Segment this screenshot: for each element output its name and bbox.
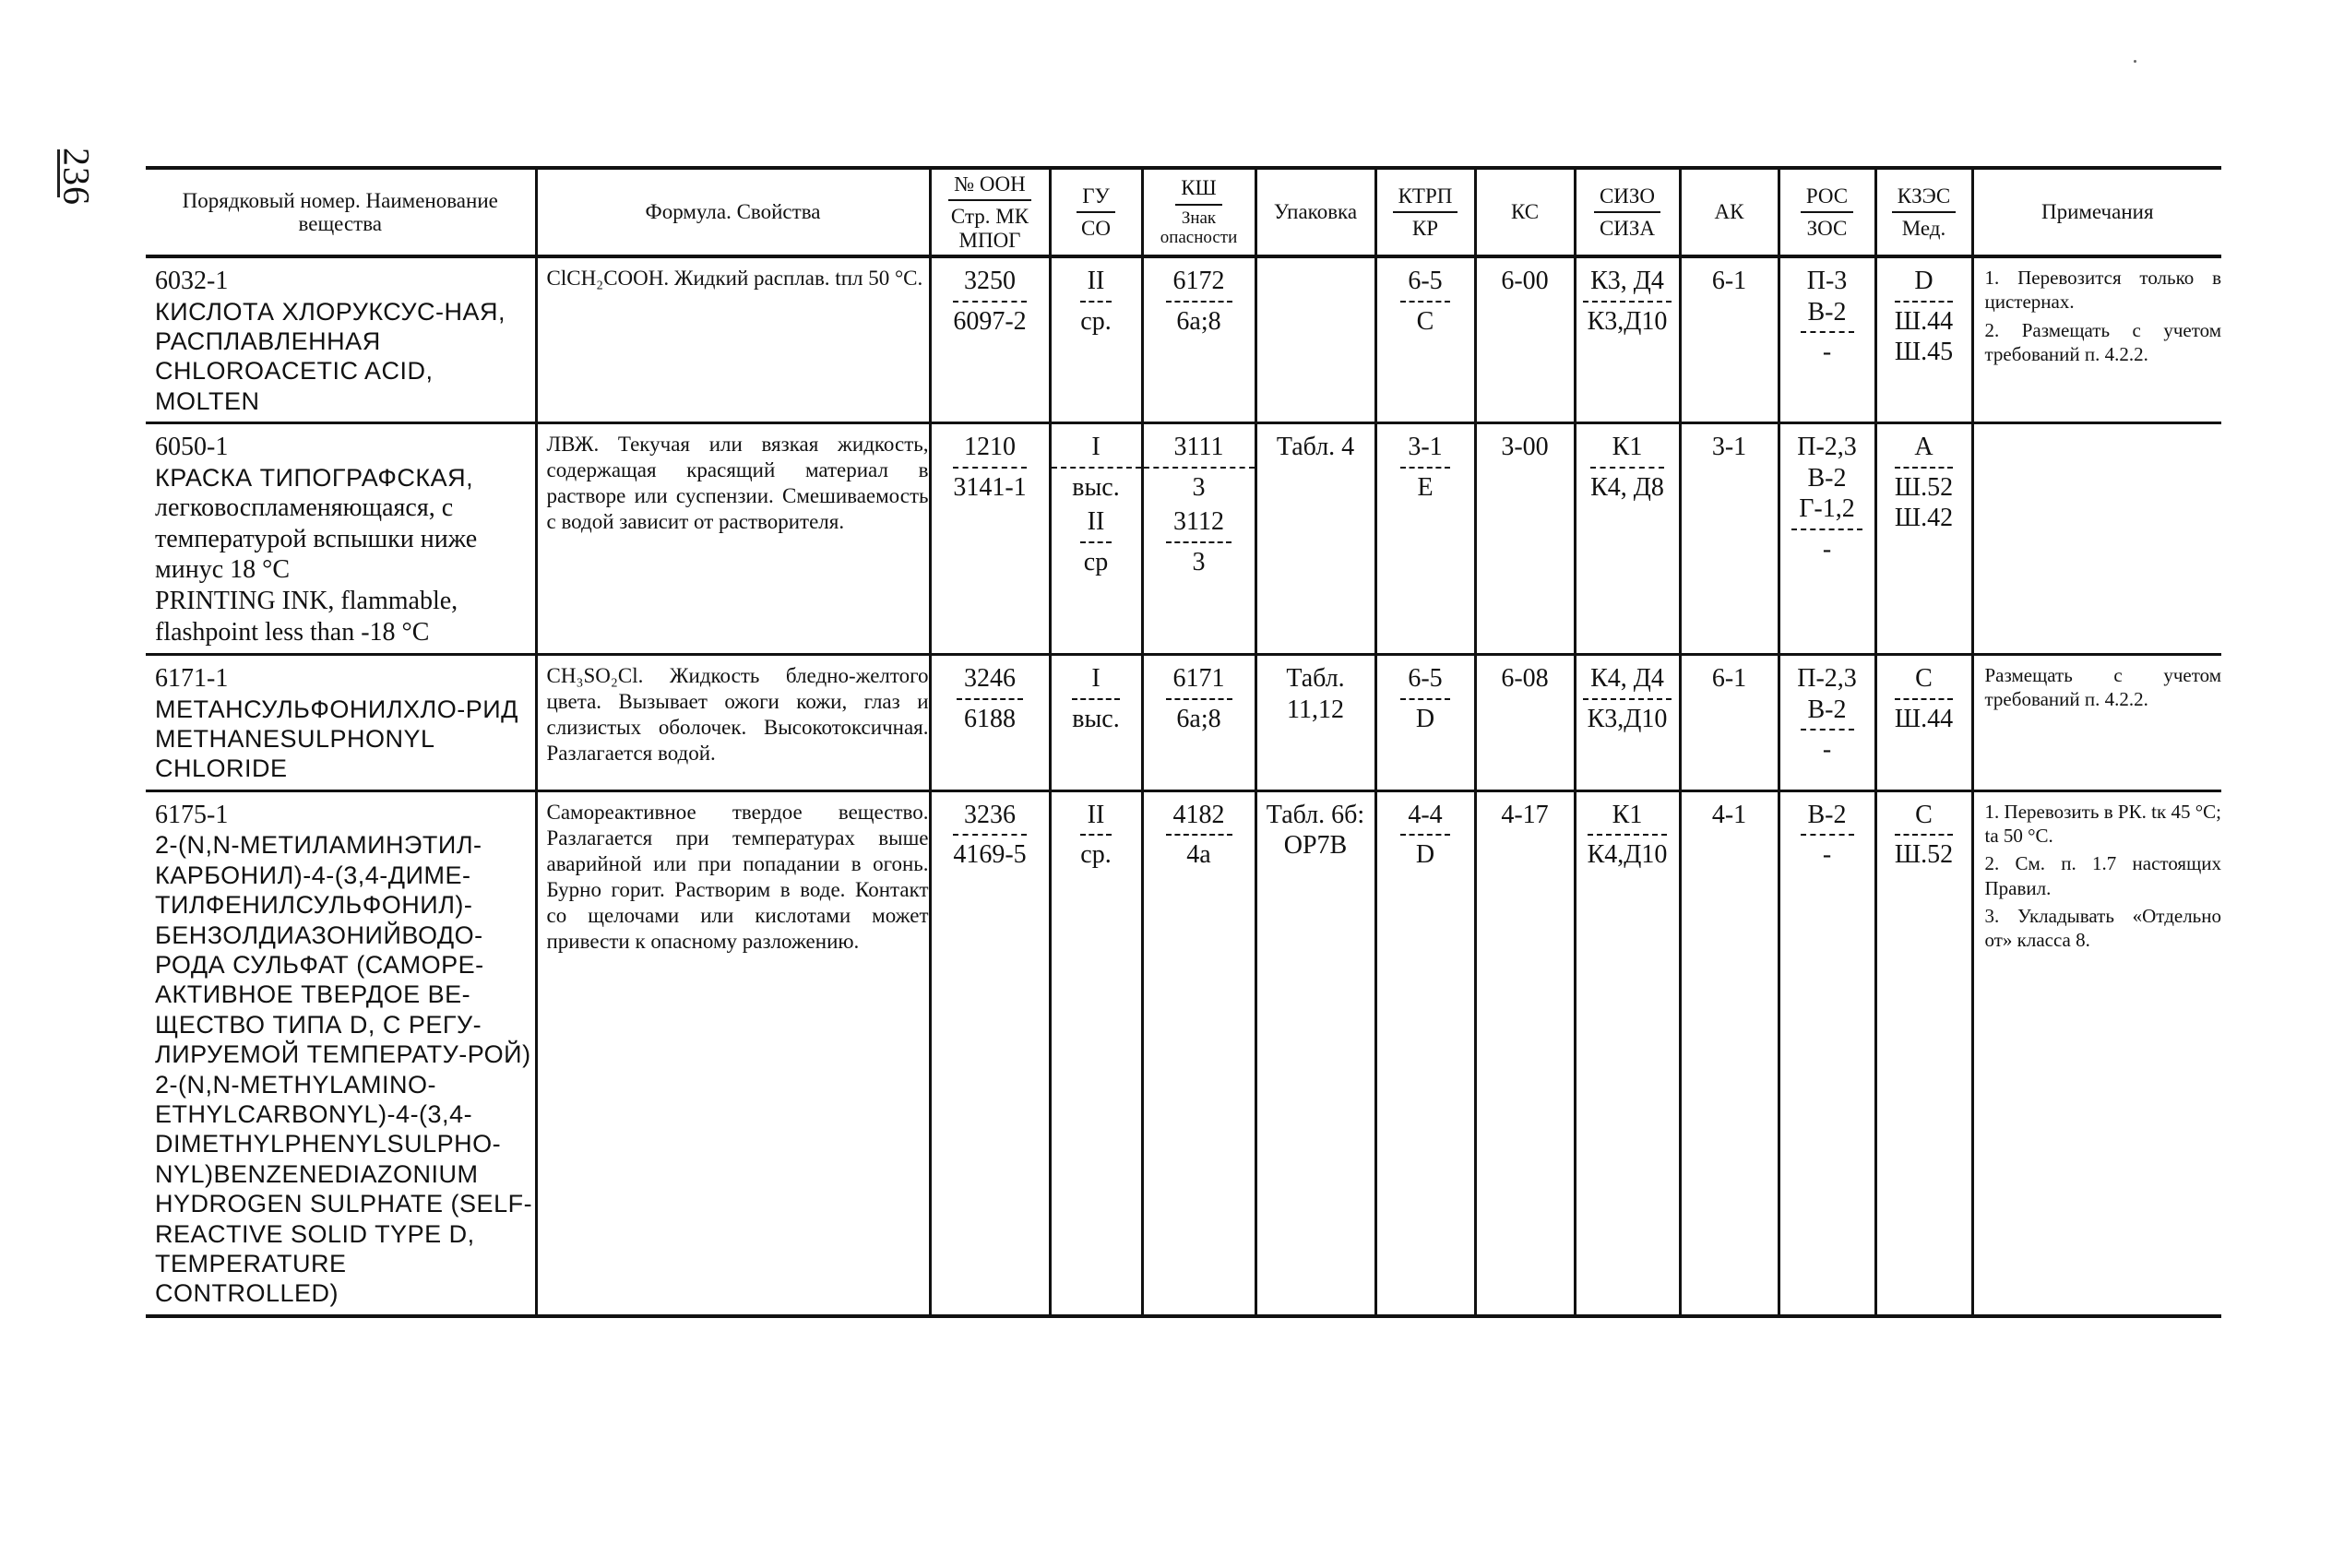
header-kzes: КЗЭС Мед. xyxy=(1875,168,1972,256)
header-ks: КС xyxy=(1475,168,1575,256)
substance-name-cell xyxy=(146,423,536,655)
page-number: 236 xyxy=(55,148,98,206)
ros-cell: $\frac{В-2}{-}$ xyxy=(1779,790,1875,1315)
name-ru: КРАСКА ТИПОГРАФСКАЯ, xyxy=(155,463,474,492)
kzes-cell: $\frac{D}{Ш.44}$ Ш.45 xyxy=(1875,256,1972,423)
gu-cell: $\frac{II}{ср.}$ xyxy=(1050,256,1142,423)
packaging-cell: Табл. 6б: ОР7В xyxy=(1255,790,1375,1315)
header-notes: Примечания xyxy=(1972,168,2221,256)
ks-cell: 4-17 xyxy=(1475,790,1575,1315)
name-en: 2-(N,N-METHYLAMINO-ETHYLCARBONYL)-4-(3,4-DIMETHYLPHENYLSULPHO-NYL)BENZENEDIAZONIUM HYDROGEN SULPHATE (SELF-REACTIVE SOLID TYPE D, TEMPERATURE CONTROLLED) xyxy=(155,1070,533,1308)
header-name: Порядковый номер. Наименование вещества xyxy=(146,168,536,256)
header-un: № ООН Стр. МК МПОГ xyxy=(930,168,1050,256)
ros-cell: П-2,3 $\frac{В-2}{-}$ xyxy=(1779,655,1875,791)
notes-cell: 1. Перевозить в РК. tк 45 °С; tа 50 °С. 2. См. п. 1.7 настоящих Правил. 3. Укладывать «Отдельно от» класса 8. xyxy=(1972,790,2221,1315)
table-row xyxy=(146,423,2221,655)
packaging-cell: Табл. 4 xyxy=(1255,423,1375,655)
un-number-cell: $\frac{3246}{6188}$ xyxy=(930,655,1050,791)
substance-name-cell xyxy=(146,655,536,791)
ksh-cell: $\frac{4182}{4а}$ xyxy=(1142,790,1255,1315)
header-ak: АК xyxy=(1680,168,1779,256)
entry-number: 6050-1 xyxy=(155,433,229,462)
table-header xyxy=(146,168,2221,256)
header-packaging: Упаковка xyxy=(1255,168,1375,256)
notes-cell: Размещать с учетом требований п. 4.2.2. xyxy=(1972,655,2221,791)
header-ktrp: КТРП КР xyxy=(1375,168,1475,256)
entry-number: 6171-1 xyxy=(155,664,229,694)
name-ru: 2-(N,N-МЕТИЛАМИНЭТИЛ-КАРБОНИЛ)-4-(3,4-ДИМЕ-ТИЛФЕНИЛСУЛЬФОНИЛ)-БЕНЗОЛДИАЗОНИЙВОДО-РОДА СУЛЬФАТ (САМОРЕ-АКТИВНОЕ ТВЕРДОЕ ВЕ-ЩЕСТВО ТИПА D, С РЕГУ-ЛИРУЕМОЙ ТЕМПЕРАТУ-РОЙ) xyxy=(155,831,531,1069)
table-row xyxy=(146,790,2221,1315)
header-gu: ГУ СО xyxy=(1050,168,1142,256)
ktrp-cell: $\frac{4-4}{D}$ xyxy=(1375,790,1475,1315)
sizo-cell: $\frac{К4, Д4}{К3,Д10}$ xyxy=(1575,655,1680,791)
ktrp-cell: $\frac{6-5}{С}$ xyxy=(1375,256,1475,423)
entry-number: 6032-1 xyxy=(155,267,229,295)
scan-dot xyxy=(2134,60,2136,63)
header-ros: РОС ЗОС xyxy=(1779,168,1875,256)
ks-cell: 3-00 xyxy=(1475,423,1575,655)
name-en: CHLOROACETIC ACID, MOLTEN xyxy=(155,357,434,415)
ksh-cell: $\frac{6172}{6а;8}$ xyxy=(1142,256,1255,423)
ak-cell: 6-1 xyxy=(1680,256,1779,423)
name-ru: КИСЛОТА ХЛОРУКСУС-НАЯ, РАСПЛАВЛЕННАЯ xyxy=(155,297,506,355)
notes-cell: 1. Перевозится только в цистернах. 2. Размещать с учетом требований п. 4.2.2. xyxy=(1972,256,2221,423)
table-row xyxy=(146,256,2221,423)
ros-cell: П-3 $\frac{В-2}{-}$ xyxy=(1779,256,1875,423)
properties-cell: CH₃SO₂Cl. Жидкость бледно-желтого цвета. Вызывает ожоги кожи, глаз и слизистых оболочек. Высокотоксичная. Разлагается водой. xyxy=(536,655,930,791)
gu-cell: $\frac{I}{\text{выс.}}$ xyxy=(1050,655,1142,791)
kzes-cell: $\frac{С}{Ш.44}$ xyxy=(1875,655,1972,791)
substance-name-cell xyxy=(146,790,536,1315)
ak-cell: 3-1 xyxy=(1680,423,1779,655)
header-ksh: КШ Знак опасности xyxy=(1142,168,1255,256)
name-en: METHANESULPHONYL CHLORIDE xyxy=(155,725,434,783)
packaging-cell xyxy=(1255,256,1375,423)
header-sizo: СИЗО СИЗА xyxy=(1575,168,1680,256)
gu-cell: $\frac{II}{ср.}$ xyxy=(1050,790,1142,1315)
un-number-cell: $\frac{3236}{4169-5}$ xyxy=(930,790,1050,1315)
substance-name-cell xyxy=(146,256,536,423)
un-number-cell: $\frac{1210}{3141-1}$ xyxy=(930,423,1050,655)
sizo-cell: $\frac{К3, Д4}{К3,Д10}$ xyxy=(1575,256,1680,423)
sizo-cell: $\frac{К1}{К4,Д10}$ xyxy=(1575,790,1680,1315)
kzes-cell: $\frac{А}{Ш.52}$ Ш.42 xyxy=(1875,423,1972,655)
ksh-cell: $\frac{6171}{6а;8}$ xyxy=(1142,655,1255,791)
ks-cell: 6-00 xyxy=(1475,256,1575,423)
ros-cell: П-2,3 В-2 $\frac{Г-1,2}{-}$ xyxy=(1779,423,1875,655)
header-formula: Формула. Свойства xyxy=(536,168,930,256)
properties-cell: Самореактивное твердое вещество. Разлагается при температурах выше аварийной или при попадании в огонь. Бурно горит. Растворим в воде. Контакт со щелочами или кислотами может привести к опасному разложению. xyxy=(536,790,930,1315)
ksh-cell: 3111 3 $\frac{3112}{3}$ xyxy=(1142,423,1255,655)
name-ru: МЕТАНСУЛЬФОНИЛХЛО-РИД xyxy=(155,695,518,723)
ks-cell: 6-08 xyxy=(1475,655,1575,791)
un-number-cell: $\frac{3250}{6097-2}$ xyxy=(930,256,1050,423)
properties-cell: ClCH₂COOH. Жидкий расплав. tпл 50 °С. xyxy=(536,256,930,423)
name-en: PRINTING INK, flammable, flashpoint less than -18 °C xyxy=(155,586,458,647)
name-ru-detail: легковоспламеняющаяся, с температурой вспышки ниже минус 18 °С xyxy=(155,493,478,585)
dangerous-goods-table xyxy=(146,166,2221,1318)
properties-cell: ЛВЖ. Текучая или вязкая жидкость, содержащая красящий материал в растворе или суспензии. Смешиваемость с водой зависит от растворителя. xyxy=(536,423,930,655)
packaging-cell: Табл. 11,12 xyxy=(1255,655,1375,791)
ak-cell: 4-1 xyxy=(1680,790,1779,1315)
notes-cell xyxy=(1972,423,2221,655)
ak-cell: 6-1 xyxy=(1680,655,1779,791)
ktrp-cell: $\frac{6-5}{D}$ xyxy=(1375,655,1475,791)
ktrp-cell: $\frac{3-1}{Е}$ xyxy=(1375,423,1475,655)
entry-number: 6175-1 xyxy=(155,800,229,829)
kzes-cell: $\frac{С}{Ш.52}$ xyxy=(1875,790,1972,1315)
gu-cell: I выс. $\frac{II}{ср}$ xyxy=(1050,423,1142,655)
sizo-cell: $\frac{К1}{К4, Д8}$ xyxy=(1575,423,1680,655)
table-row xyxy=(146,655,2221,791)
